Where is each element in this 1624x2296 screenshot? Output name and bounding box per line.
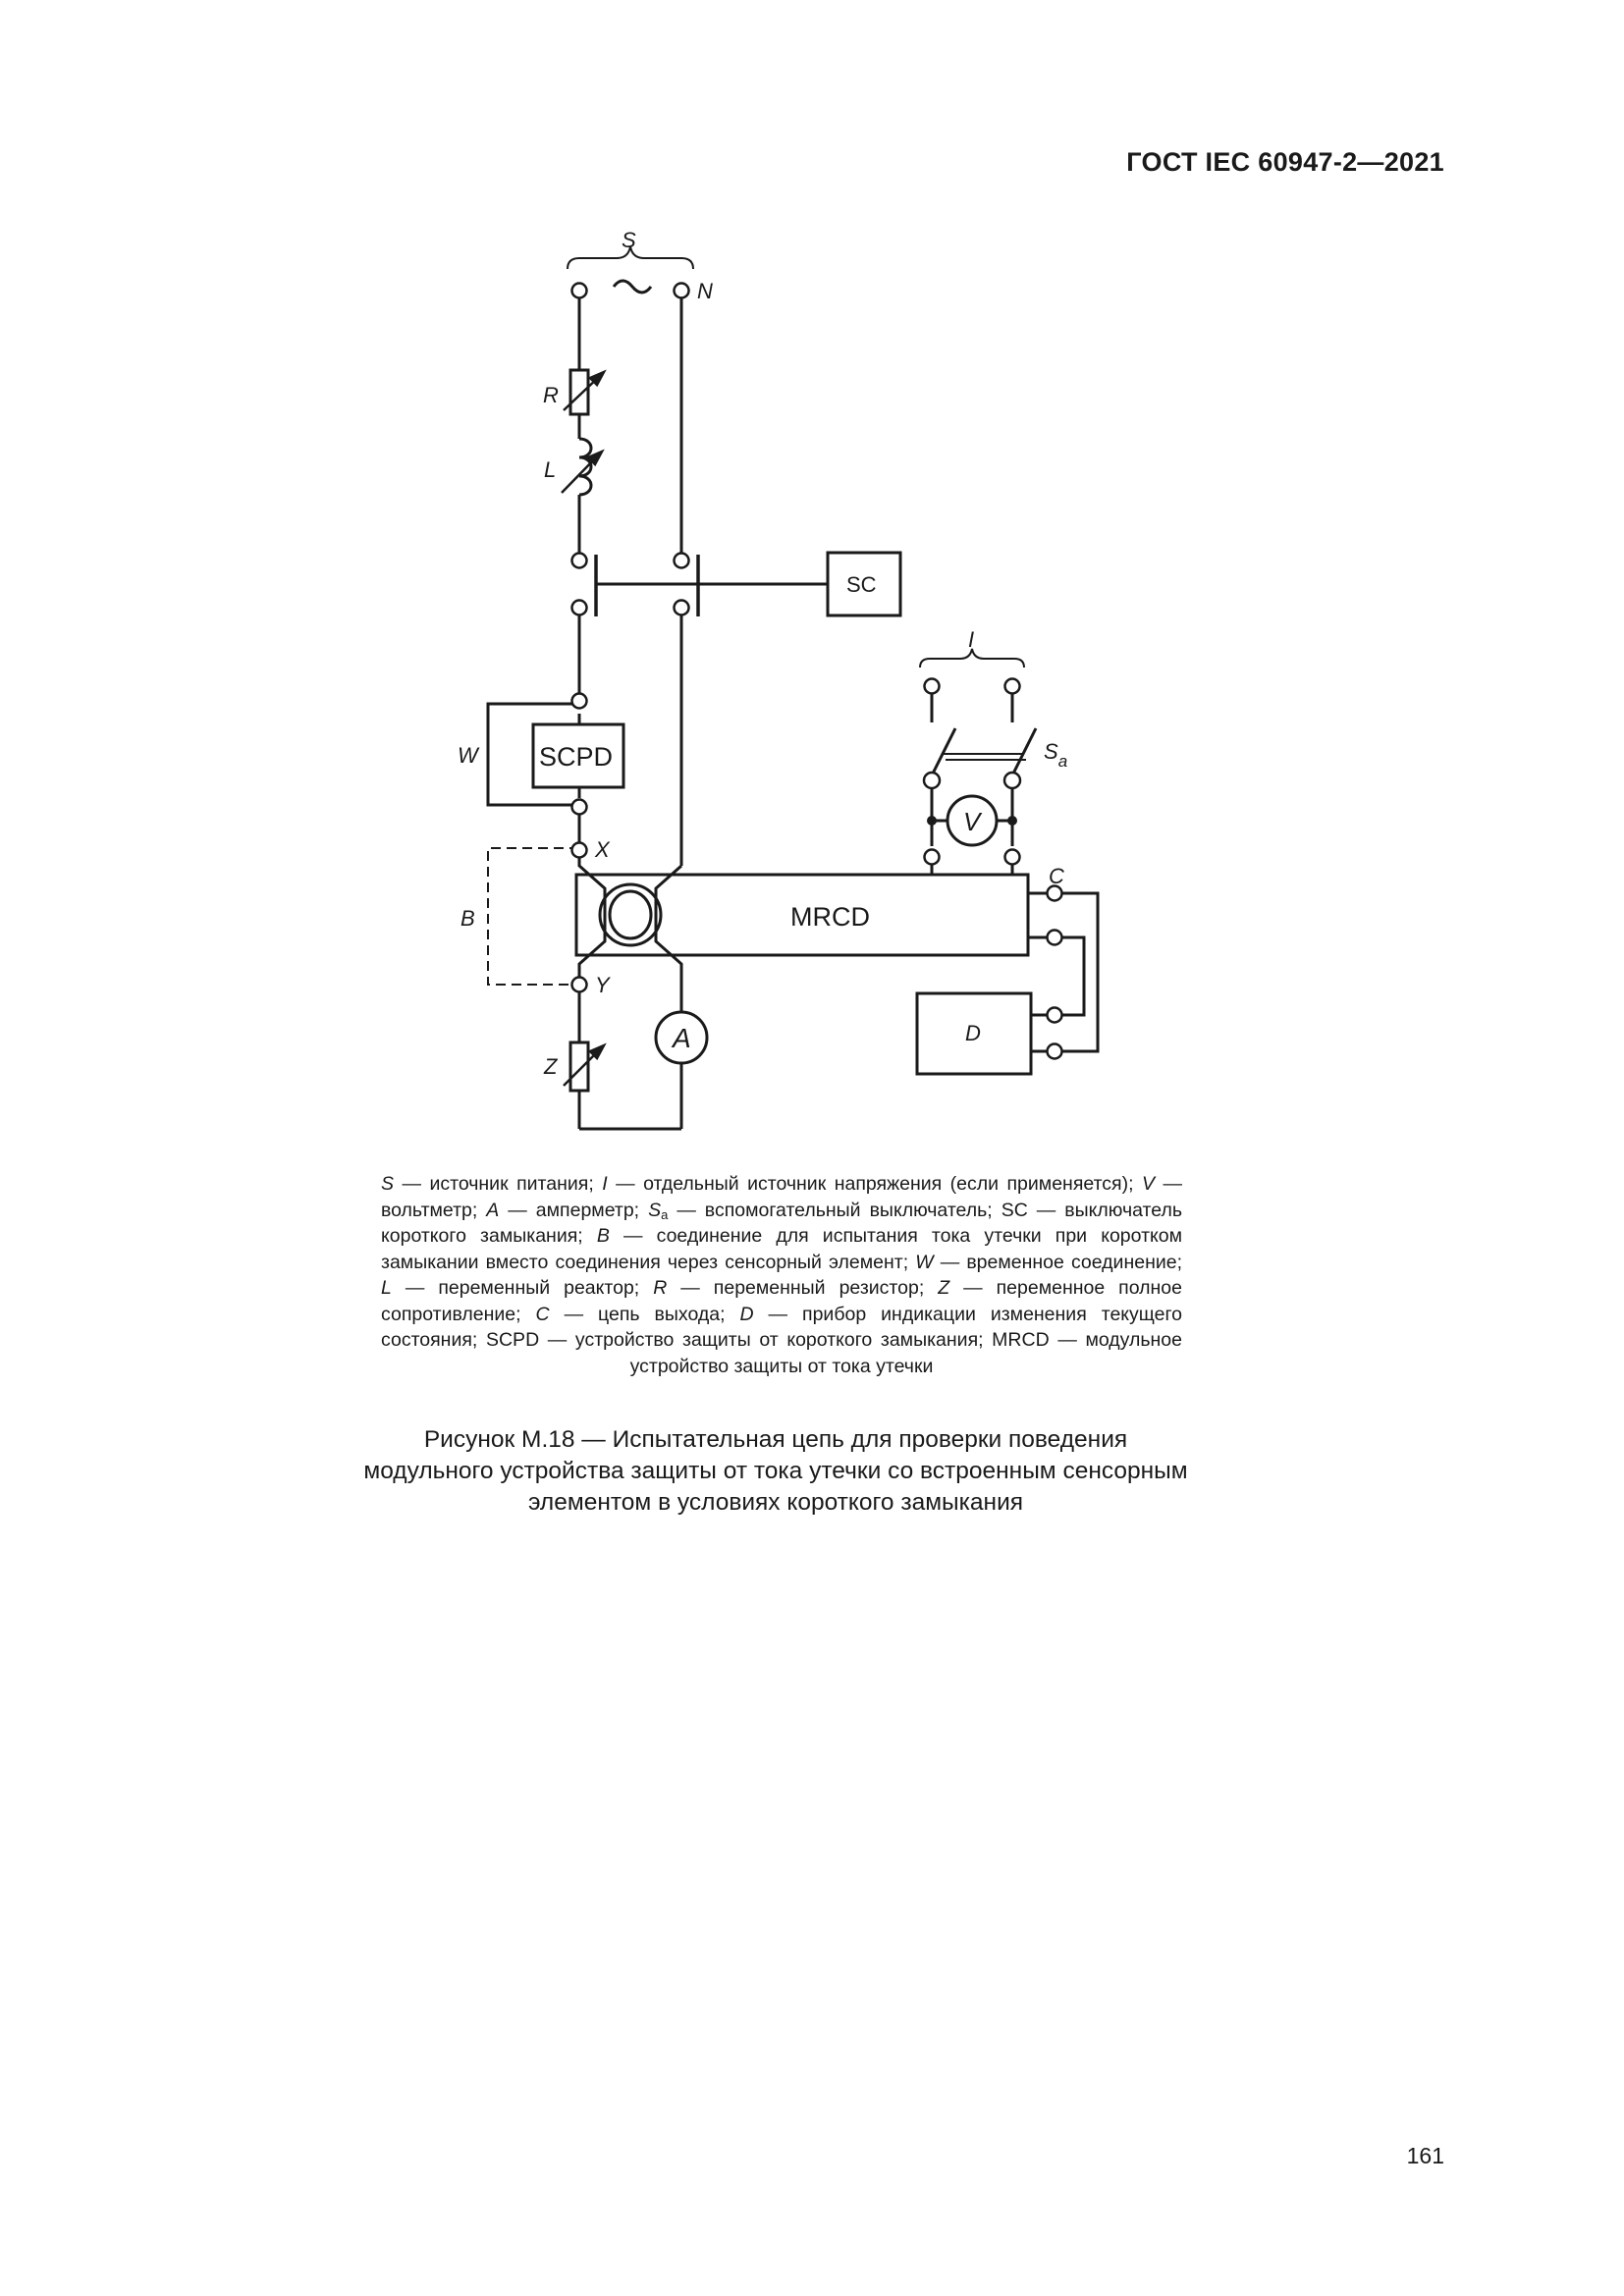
label-d: D — [965, 1021, 981, 1045]
document-header: ГОСТ IEC 60947-2—2021 — [1126, 147, 1444, 177]
terminal-c2 — [1048, 931, 1062, 945]
caption-line: Рисунок М.18 — Испытательная цепь для проверки поведения — [423, 1426, 1128, 1453]
label-a: A — [673, 1023, 691, 1053]
label-b: B — [460, 906, 475, 931]
legend-item: SCPD — устройство защиты от короткого замыкания; MRCD — модульное устройство защиты от тока утечки — [485, 1329, 1182, 1377]
legend-item: W — временное соединение; — [915, 1251, 1182, 1273]
label-n: N — [697, 279, 713, 303]
legend-item: B — соединение для испытания тока утечки при коротком замыкании вместо соединения через сенсорный элемент; — [381, 1225, 1182, 1273]
label-l: L — [544, 457, 557, 482]
label-z: Z — [544, 1054, 558, 1079]
legend-item: Z — переменное полное сопротивление; — [381, 1277, 1182, 1325]
source-tilde — [614, 281, 651, 293]
page-number: 161 — [1406, 2143, 1444, 2168]
sa-blade-left — [932, 728, 955, 775]
legend-item: R — переменный резистор; — [653, 1277, 939, 1299]
legend-item: S — источник питания; — [381, 1173, 603, 1195]
terminal-source-left — [572, 284, 587, 298]
legend-item: SC — выключатель короткого замыкания; — [381, 1199, 1182, 1247]
caption-line: модульного устройства защиты от тока утечки со встроенным сенсорным — [363, 1458, 1188, 1484]
label-x: X — [595, 837, 610, 862]
terminal-source-n — [675, 284, 689, 298]
label-w: W — [458, 743, 478, 768]
label-v: V — [963, 807, 981, 836]
label-scpd: SCPD — [539, 742, 614, 772]
terminal-x — [572, 843, 587, 858]
terminal-y — [572, 978, 587, 992]
legend-item: L — переменный реактор; — [381, 1277, 654, 1299]
legend-item: I — отдельный источник напряжения (если применяется); — [602, 1173, 1142, 1195]
legend-item: D — прибор индикации изменения текущего состояния; — [381, 1303, 1182, 1351]
legend-item: $S_a$ — вспомогательный выключатель; — [648, 1199, 1001, 1222]
legend-item: A — амперметр; — [486, 1199, 649, 1221]
label-r: R — [543, 383, 559, 407]
legend-item: C — цепь выхода; — [535, 1303, 740, 1325]
inductor-l — [579, 439, 591, 495]
figure-legend — [381, 1171, 1182, 1379]
label-c: C — [1049, 864, 1064, 888]
figure-caption — [334, 1424, 1218, 1519]
impedance-z — [570, 1042, 588, 1091]
label-i: I — [968, 627, 975, 652]
caption-line: элементом в условиях короткого замыкания — [527, 1489, 1024, 1516]
b-dashed-connection — [488, 848, 579, 985]
legend-item: V — вольтметр; — [381, 1173, 1182, 1221]
label-sa: $S_a$ — [1044, 739, 1068, 771]
label-y: Y — [595, 973, 610, 997]
resistor-r — [570, 370, 588, 414]
label-s: S — [622, 228, 636, 252]
sa-blade-right — [1012, 728, 1036, 775]
label-mrcd: MRCD — [790, 902, 870, 932]
label-sc: SC — [846, 572, 877, 597]
